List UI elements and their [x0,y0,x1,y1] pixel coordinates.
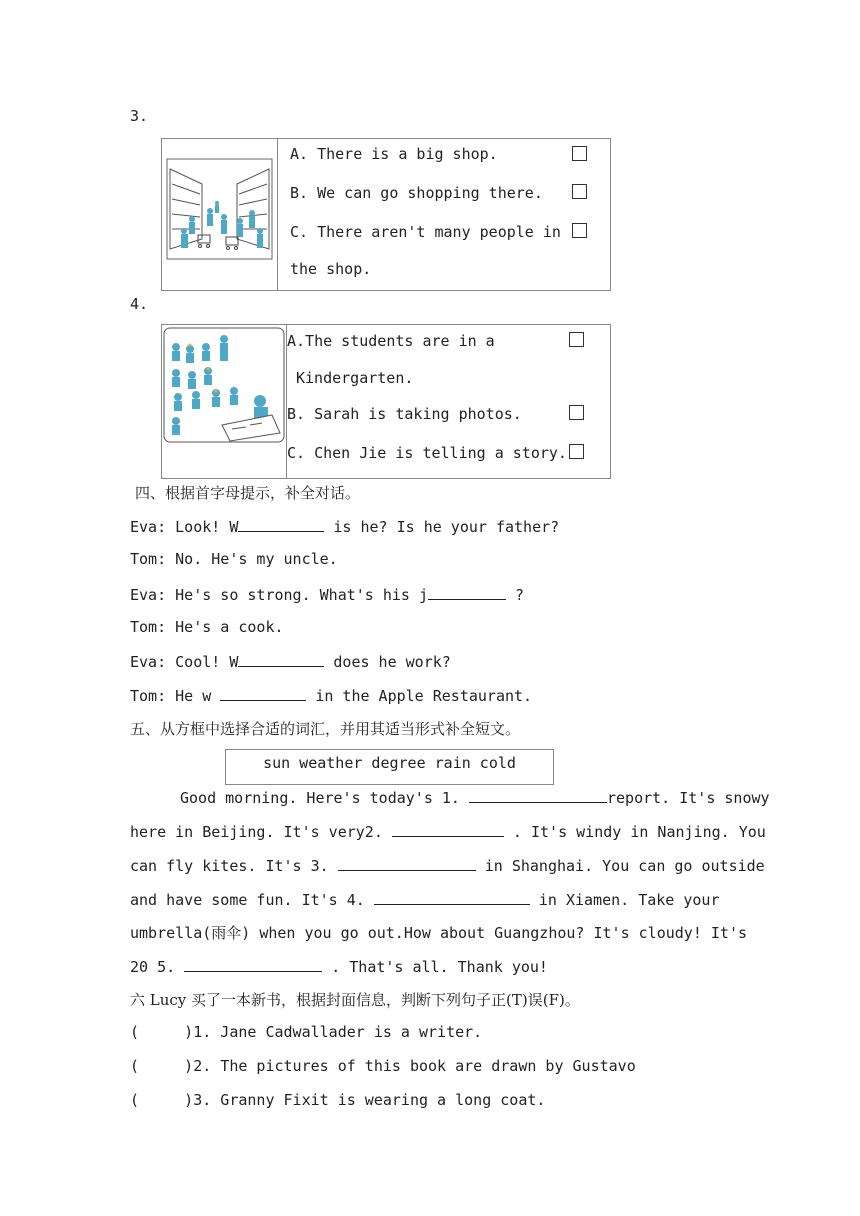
dialogue-line-5-prefix: Eva: Cool! W [130,653,239,671]
blank-3[interactable] [338,855,476,871]
dialogue-line-6 [130,685,532,705]
blank-2[interactable] [392,821,504,837]
dialogue-line-1 [130,516,559,536]
tf-item-2 [130,1057,636,1075]
classroom-picture [162,325,287,478]
q4-option-c: C. Chen Jie is telling a story. [287,444,567,462]
tf-item-3-text: 3. Granny Fixit is wearing a long coat. [193,1091,546,1109]
para-line-3-suffix: in Shanghai. You can go outside [475,857,765,875]
tf-item-2-text: 2. The pictures of this book are drawn by Gustavo [193,1057,636,1075]
dialogue-line-5-suffix: does he work? [324,653,451,671]
blank-4[interactable] [374,889,530,905]
q3-option-b: B. We can go shopping there. [290,184,543,202]
q4-option-a: A.The students are in a [287,332,495,350]
tf-item-1-text: 1. Jane Cadwallader is a writer. [193,1023,483,1041]
dialogue-line-3-prefix: Eva: He's so strong. What's his j [130,586,429,604]
para-line-2-suffix: . It's windy in Nanjing. You [503,823,766,841]
q4-option-b-checkbox[interactable] [569,405,584,420]
dialogue-line-2: Tom: No. He's my uncle. [130,550,338,568]
para-line-6-suffix: . That's all. Thank you! [322,958,548,976]
blank-where[interactable] [238,651,324,667]
question-3-number: 3. [130,107,149,125]
dialogue-line-4: Tom: He's a cook. [130,618,284,636]
para-line-5: umbrella(雨伞) when you go out.How about Guangzhou? It's cloudy! It's [130,924,747,942]
blank-5[interactable] [184,956,322,972]
blank-works[interactable] [220,685,306,701]
question-4-table [161,324,611,479]
para-line-4-prefix: and have some fun. It's 4. [130,891,374,909]
tf-item-1-answer[interactable]: ( ) [130,1023,194,1041]
tf-item-2-answer[interactable]: ( ) [130,1057,194,1075]
q3-option-c-cont: the shop. [290,260,372,278]
dialogue-line-1-suffix: is he? Is he your father? [324,518,560,536]
para-line-6-prefix: 20 5. [130,958,185,976]
q3-option-c: C. There aren't many people in [290,223,561,241]
word-box [225,749,554,785]
q3-option-b-checkbox[interactable] [572,184,587,199]
dialogue-line-3 [130,584,524,604]
tf-item-1 [130,1023,482,1041]
supermarket-picture [162,139,278,290]
q3-option-c-checkbox[interactable] [572,223,587,238]
q4-option-c-checkbox[interactable] [569,444,584,459]
para-line-3-prefix: can fly kites. It's 3. [130,857,338,875]
q4-option-a-checkbox[interactable] [569,332,584,347]
question-4-number: 4. [130,295,149,313]
supermarket-illustration [162,139,277,290]
para-line-6 [130,956,548,976]
para-line-4 [130,889,720,909]
section-4-heading: 四、根据首字母提示，补全对话。 [135,484,361,502]
section-5-heading: 五、从方框中选择合适的词汇，并用其适当形式补全短文。 [130,720,521,738]
para-line-1-prefix: Good morning. Here's today's 1. [180,789,469,807]
para-line-3 [130,855,765,875]
q3-option-a-checkbox[interactable] [572,146,587,161]
para-line-4-suffix: in Xiamen. Take your [529,891,720,909]
word-box-text: sun weather degree rain cold [263,754,516,772]
q3-option-a: A. There is a big shop. [290,145,498,163]
dialogue-line-5 [130,651,451,671]
para-line-2-prefix: here in Beijing. It's very2. [130,823,392,841]
dialogue-line-6-suffix: in the Apple Restaurant. [306,687,533,705]
q4-option-b: B. Sarah is taking photos. [287,405,522,423]
dialogue-line-1-prefix: Eva: Look! W [130,518,239,536]
tf-item-3 [130,1091,545,1109]
dialogue-line-3-suffix: ? [506,586,525,604]
blank-1[interactable] [469,787,607,803]
section-6-heading: 六 Lucy 买了一本新书，根据封面信息，判断下列句子正(T)误(F)。 [130,991,580,1009]
q4-option-a-cont: Kindergarten. [296,369,414,387]
para-line-2 [130,821,766,841]
tf-item-3-answer[interactable]: ( ) [130,1091,194,1109]
blank-job[interactable] [428,584,506,600]
dialogue-line-6-prefix: Tom: He w [130,687,221,705]
classroom-illustration [162,325,286,478]
para-line-1-suffix: report. It's snowy [606,789,770,807]
question-3-table [161,138,611,291]
para-line-1 [180,787,770,807]
blank-who[interactable] [238,516,324,532]
